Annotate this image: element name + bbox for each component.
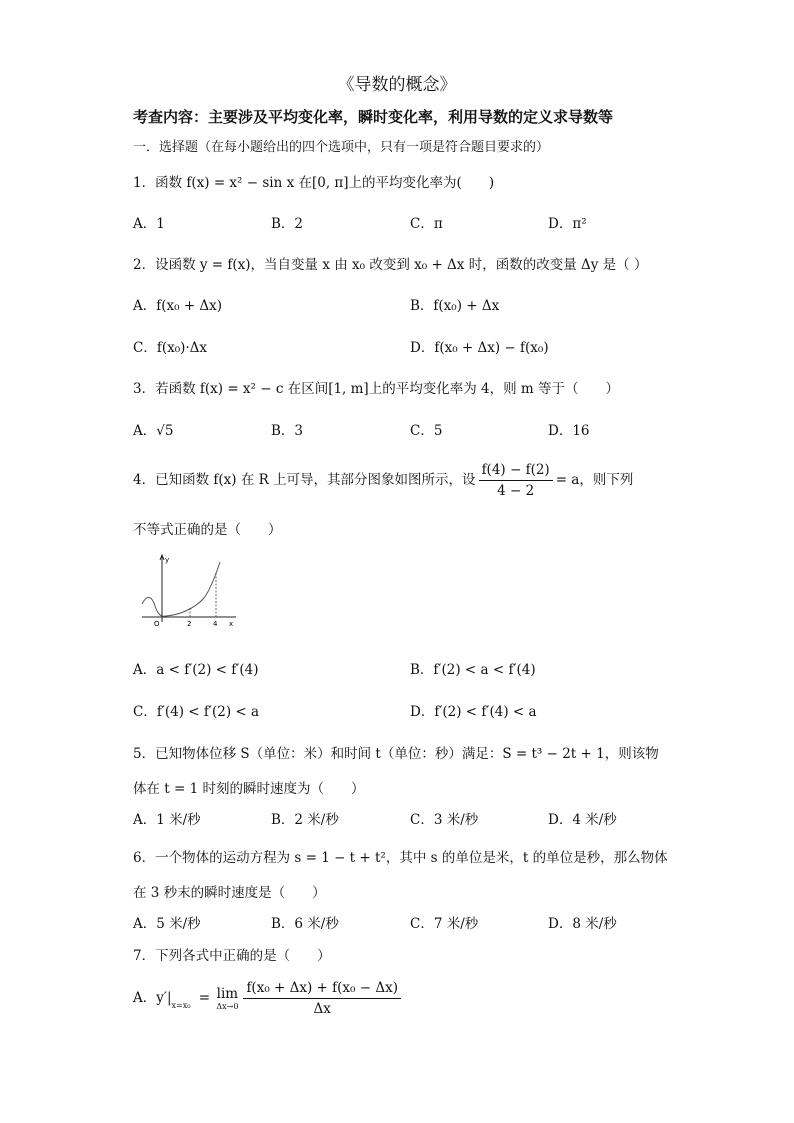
q2-option-b[interactable]: B．f(x₀) + Δx bbox=[410, 298, 500, 314]
q3-option-a[interactable]: A．√5 bbox=[133, 423, 174, 439]
question-7-stem: 7．下列各式中正确的是（ ） bbox=[133, 948, 331, 964]
q7a-lim-text: lim bbox=[216, 986, 239, 1002]
question-3-stem: 3．若函数 f(x) = x² − c 在区间[1, m]上的平均变化率为 4，则 m 等于（ ） bbox=[133, 381, 619, 397]
q3-option-b[interactable]: B．3 bbox=[271, 423, 304, 439]
tick-label-2: 2 bbox=[187, 620, 192, 628]
q7a-eval-subscript: x=x₀ bbox=[171, 1001, 191, 1010]
q5-option-a[interactable]: A．1 米/秒 bbox=[133, 812, 201, 828]
q4-stem-pre: 4．已知函数 f(x) 在 R 上可导，其部分图象如图所示，设 bbox=[133, 472, 476, 488]
q5-option-b[interactable]: B．2 米/秒 bbox=[271, 812, 339, 828]
function-curve bbox=[142, 562, 220, 616]
origin-label: O bbox=[154, 620, 160, 628]
q4-fraction-numerator: f(4) − f(2) bbox=[479, 462, 553, 481]
q2-option-a[interactable]: A．f(x₀ + Δx) bbox=[133, 298, 223, 314]
question-4-stem-line2: 不等式正确的是（ ） bbox=[133, 522, 282, 538]
q4-fraction bbox=[479, 462, 553, 499]
section-heading: 一．选择题（在每小题给出的四个选项中，只有一项是符合题目要求的） bbox=[133, 140, 550, 155]
q7a-limit bbox=[216, 986, 238, 1011]
q6-option-d[interactable]: D．8 米/秒 bbox=[548, 916, 617, 932]
q4-stem-post: = a，则下列 bbox=[555, 472, 634, 488]
q7a-lim-subscript: Δx→0 bbox=[216, 1002, 239, 1011]
question-6-stem-line2: 在 3 秒末的瞬时速度是（ ） bbox=[133, 885, 326, 901]
q7a-denominator: Δx bbox=[313, 1001, 331, 1017]
q1-option-a[interactable]: A．1 bbox=[133, 216, 165, 232]
question-4-stem bbox=[133, 462, 633, 499]
q4-option-a[interactable]: A．a < f′(2) < f′(4) bbox=[133, 662, 259, 678]
question-2-stem: 2．设函数 y = f(x)，当自变量 x 由 x₀ 改变到 x₀ + Δx 时，函数的改变量 Δy 是（ ） bbox=[133, 257, 648, 273]
q3-option-d[interactable]: D．16 bbox=[548, 423, 590, 439]
q4-option-b[interactable]: B．f′(2) < a < f′(4) bbox=[410, 662, 536, 678]
q2-option-c[interactable]: C．f(x₀)·Δx bbox=[133, 340, 208, 356]
q5-option-c[interactable]: C．3 米/秒 bbox=[410, 812, 479, 828]
q3-option-c[interactable]: C．5 bbox=[410, 423, 443, 439]
q1-option-d[interactable]: D．π² bbox=[548, 216, 587, 232]
q7a-numerator: f(x₀ + Δx) + f(x₀ − Δx) bbox=[243, 980, 401, 999]
q7-option-a[interactable]: A．$y'|_{x=x_0}$ = lim Δx→0 $\frac{\text{f(x₀ + Δx) + f(x₀ − Δx)}}{\Delta x}$ bbox=[133, 980, 404, 1017]
x-axis-label: x bbox=[229, 620, 234, 628]
q5-option-d[interactable]: D．4 米/秒 bbox=[548, 812, 617, 828]
y-axis-label: y bbox=[165, 556, 170, 564]
function-graph bbox=[138, 552, 238, 630]
q4-option-d[interactable]: D．f′(2) < f′(4) < a bbox=[410, 704, 537, 720]
exam-scope: 考查内容：主要涉及平均变化率，瞬时变化率，利用导数的定义求导数等 bbox=[133, 108, 614, 126]
tick-label-4: 4 bbox=[213, 620, 218, 628]
q6-option-c[interactable]: C．7 米/秒 bbox=[410, 916, 479, 932]
question-5-stem-line2: 体在 t = 1 时刻的瞬时速度为（ ） bbox=[133, 781, 365, 797]
q1-option-b[interactable]: B．2 bbox=[271, 216, 304, 232]
q7a-prefix: A．y′| bbox=[133, 990, 172, 1006]
q1-option-c[interactable]: C．π bbox=[410, 216, 443, 232]
q4-option-c[interactable]: C．f′(4) < f′(2) < a bbox=[133, 704, 260, 720]
q7a-fraction bbox=[243, 980, 401, 1017]
question-6-stem: 6．一个物体的运动方程为 s = 1 − t + t²，其中 s 的单位是米，t 的单位是秒，那么物体 bbox=[133, 850, 668, 866]
q4-fraction-denominator: 4 − 2 bbox=[497, 483, 535, 499]
q2-option-d[interactable]: D．f(x₀ + Δx) − f(x₀) bbox=[410, 340, 549, 356]
question-1-stem: 1．函数 f(x) = x² − sin x 在[0, π]上的平均变化率为( ) bbox=[133, 175, 495, 191]
question-5-stem: 5．已知物体位移 S（单位：米）和时间 t（单位：秒）满足：S = t³ − 2t + 1，则该物 bbox=[133, 746, 659, 762]
q6-option-b[interactable]: B．6 米/秒 bbox=[271, 916, 339, 932]
q6-option-a[interactable]: A．5 米/秒 bbox=[133, 916, 201, 932]
page-title: 《导数的概念》 bbox=[337, 75, 457, 95]
